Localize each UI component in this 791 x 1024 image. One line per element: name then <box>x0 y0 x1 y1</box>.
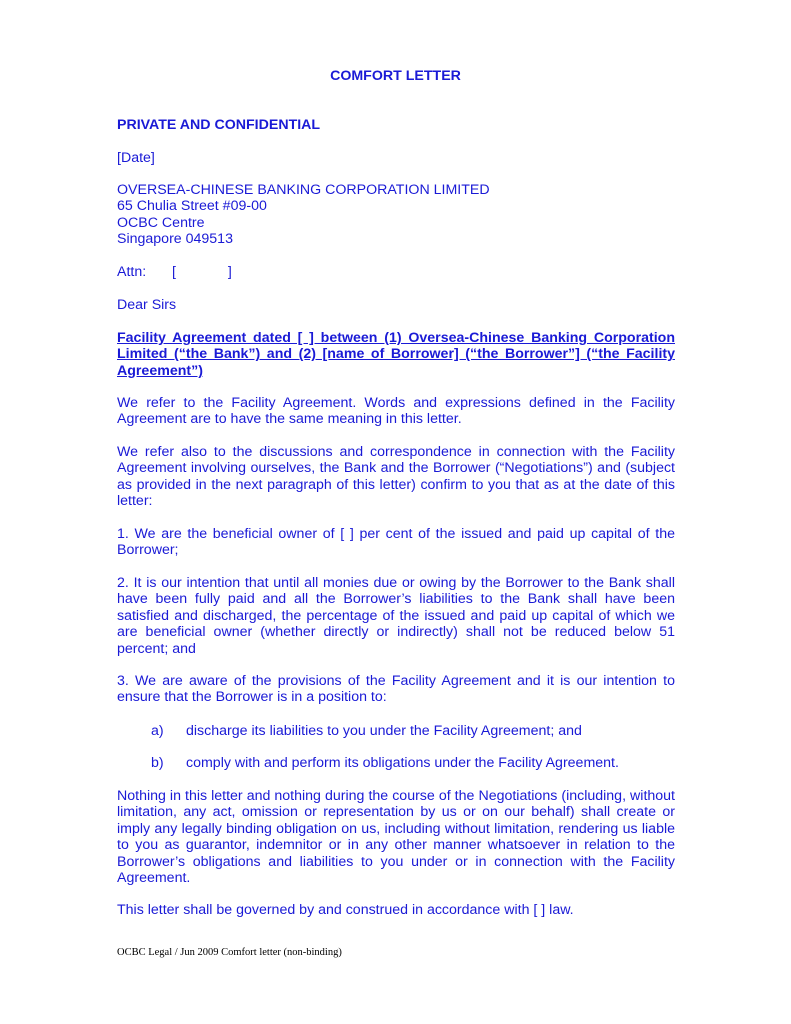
attn-value: [ ] <box>172 264 232 280</box>
paragraph-governing-law <box>117 902 675 918</box>
address-line: OVERSEA-CHINESE BANKING CORPORATION LIMITED <box>117 182 490 198</box>
salutation: Dear Sirs <box>117 297 177 313</box>
sub-item-b-label: b) <box>151 755 164 771</box>
address-line: 65 Chulia Street #09-00 <box>117 198 267 215</box>
sub-item-b-text: comply with and perform its obligations under the Facility Agreement. <box>186 755 619 771</box>
attn-label: Attn: <box>117 264 147 280</box>
address-line: OCBC Centre <box>117 214 205 231</box>
paragraph-negotiations: We refer also to the discussions and correspondence in connection with the Facility Agreement involving ourselves, the Bank and the Borrower (“Negotiations”) and (subject as provided in the next paragraph of this letter) confirm to you that as at the date of this letter: <box>117 444 675 510</box>
recipient-address <box>117 182 675 248</box>
point-2: 2. It is our intention that until all monies due or owing by the Borrower to the Bank shall have been fully paid and all the Borrower’s liabilities to the Bank shall have been satisfied and discharged, the percentage of the issued and paid up capital of which we are beneficial owner (whether directly or indirectly) shall not be reduced below 51 percent; and <box>117 575 675 657</box>
paragraph-refer: We refer to the Facility Agreement. Words and expressions defined in the Facility Agreement are to have the same meaning in this letter. <box>117 395 675 428</box>
date-placeholder: [Date] <box>117 150 155 166</box>
governing-law-text: This letter shall be governed by and construed in accordance with [ ] law. <box>117 902 574 918</box>
letter-heading: COMFORT LETTER <box>330 68 461 84</box>
confidential-label: PRIVATE AND CONFIDENTIAL <box>117 117 321 133</box>
point-3: 3. We are aware of the provisions of the Facility Agreement and it is our intention to ensure that the Borrower is in a position to: <box>117 673 675 706</box>
paragraph-non-binding: Nothing in this letter and nothing during the course of the Negotiations (including, without limitation, any act, omission or representation by us or on our behalf) shall create or imply any legally binding obligation on us, including without limitation, rendering us liable to you as guarantor, indemnitor or in any other manner whatsoever in relation to the Borrower’s obligations and liabilities to you under or in connection with the Facility Agreement. <box>117 788 675 887</box>
address-line: Singapore 049513 <box>117 231 233 248</box>
attention-line <box>117 264 675 280</box>
page-footer: OCBC Legal / Jun 2009 Comfort letter (non-binding) <box>117 947 342 958</box>
subject-line: Facility Agreement dated [ ] between (1) Oversea-Chinese Banking Corporation Limited (“the Bank”) and (2) [name of Borrower] (“the Borrower”] (“the Facility Agreement”) <box>117 330 675 379</box>
sub-item-a-text: discharge its liabilities to you under the Facility Agreement; and <box>186 723 582 739</box>
sub-item-a-label: a) <box>151 723 164 739</box>
point-1: 1. We are the beneficial owner of [ ] per cent of the issued and paid up capital of the Borrower; <box>117 526 675 559</box>
